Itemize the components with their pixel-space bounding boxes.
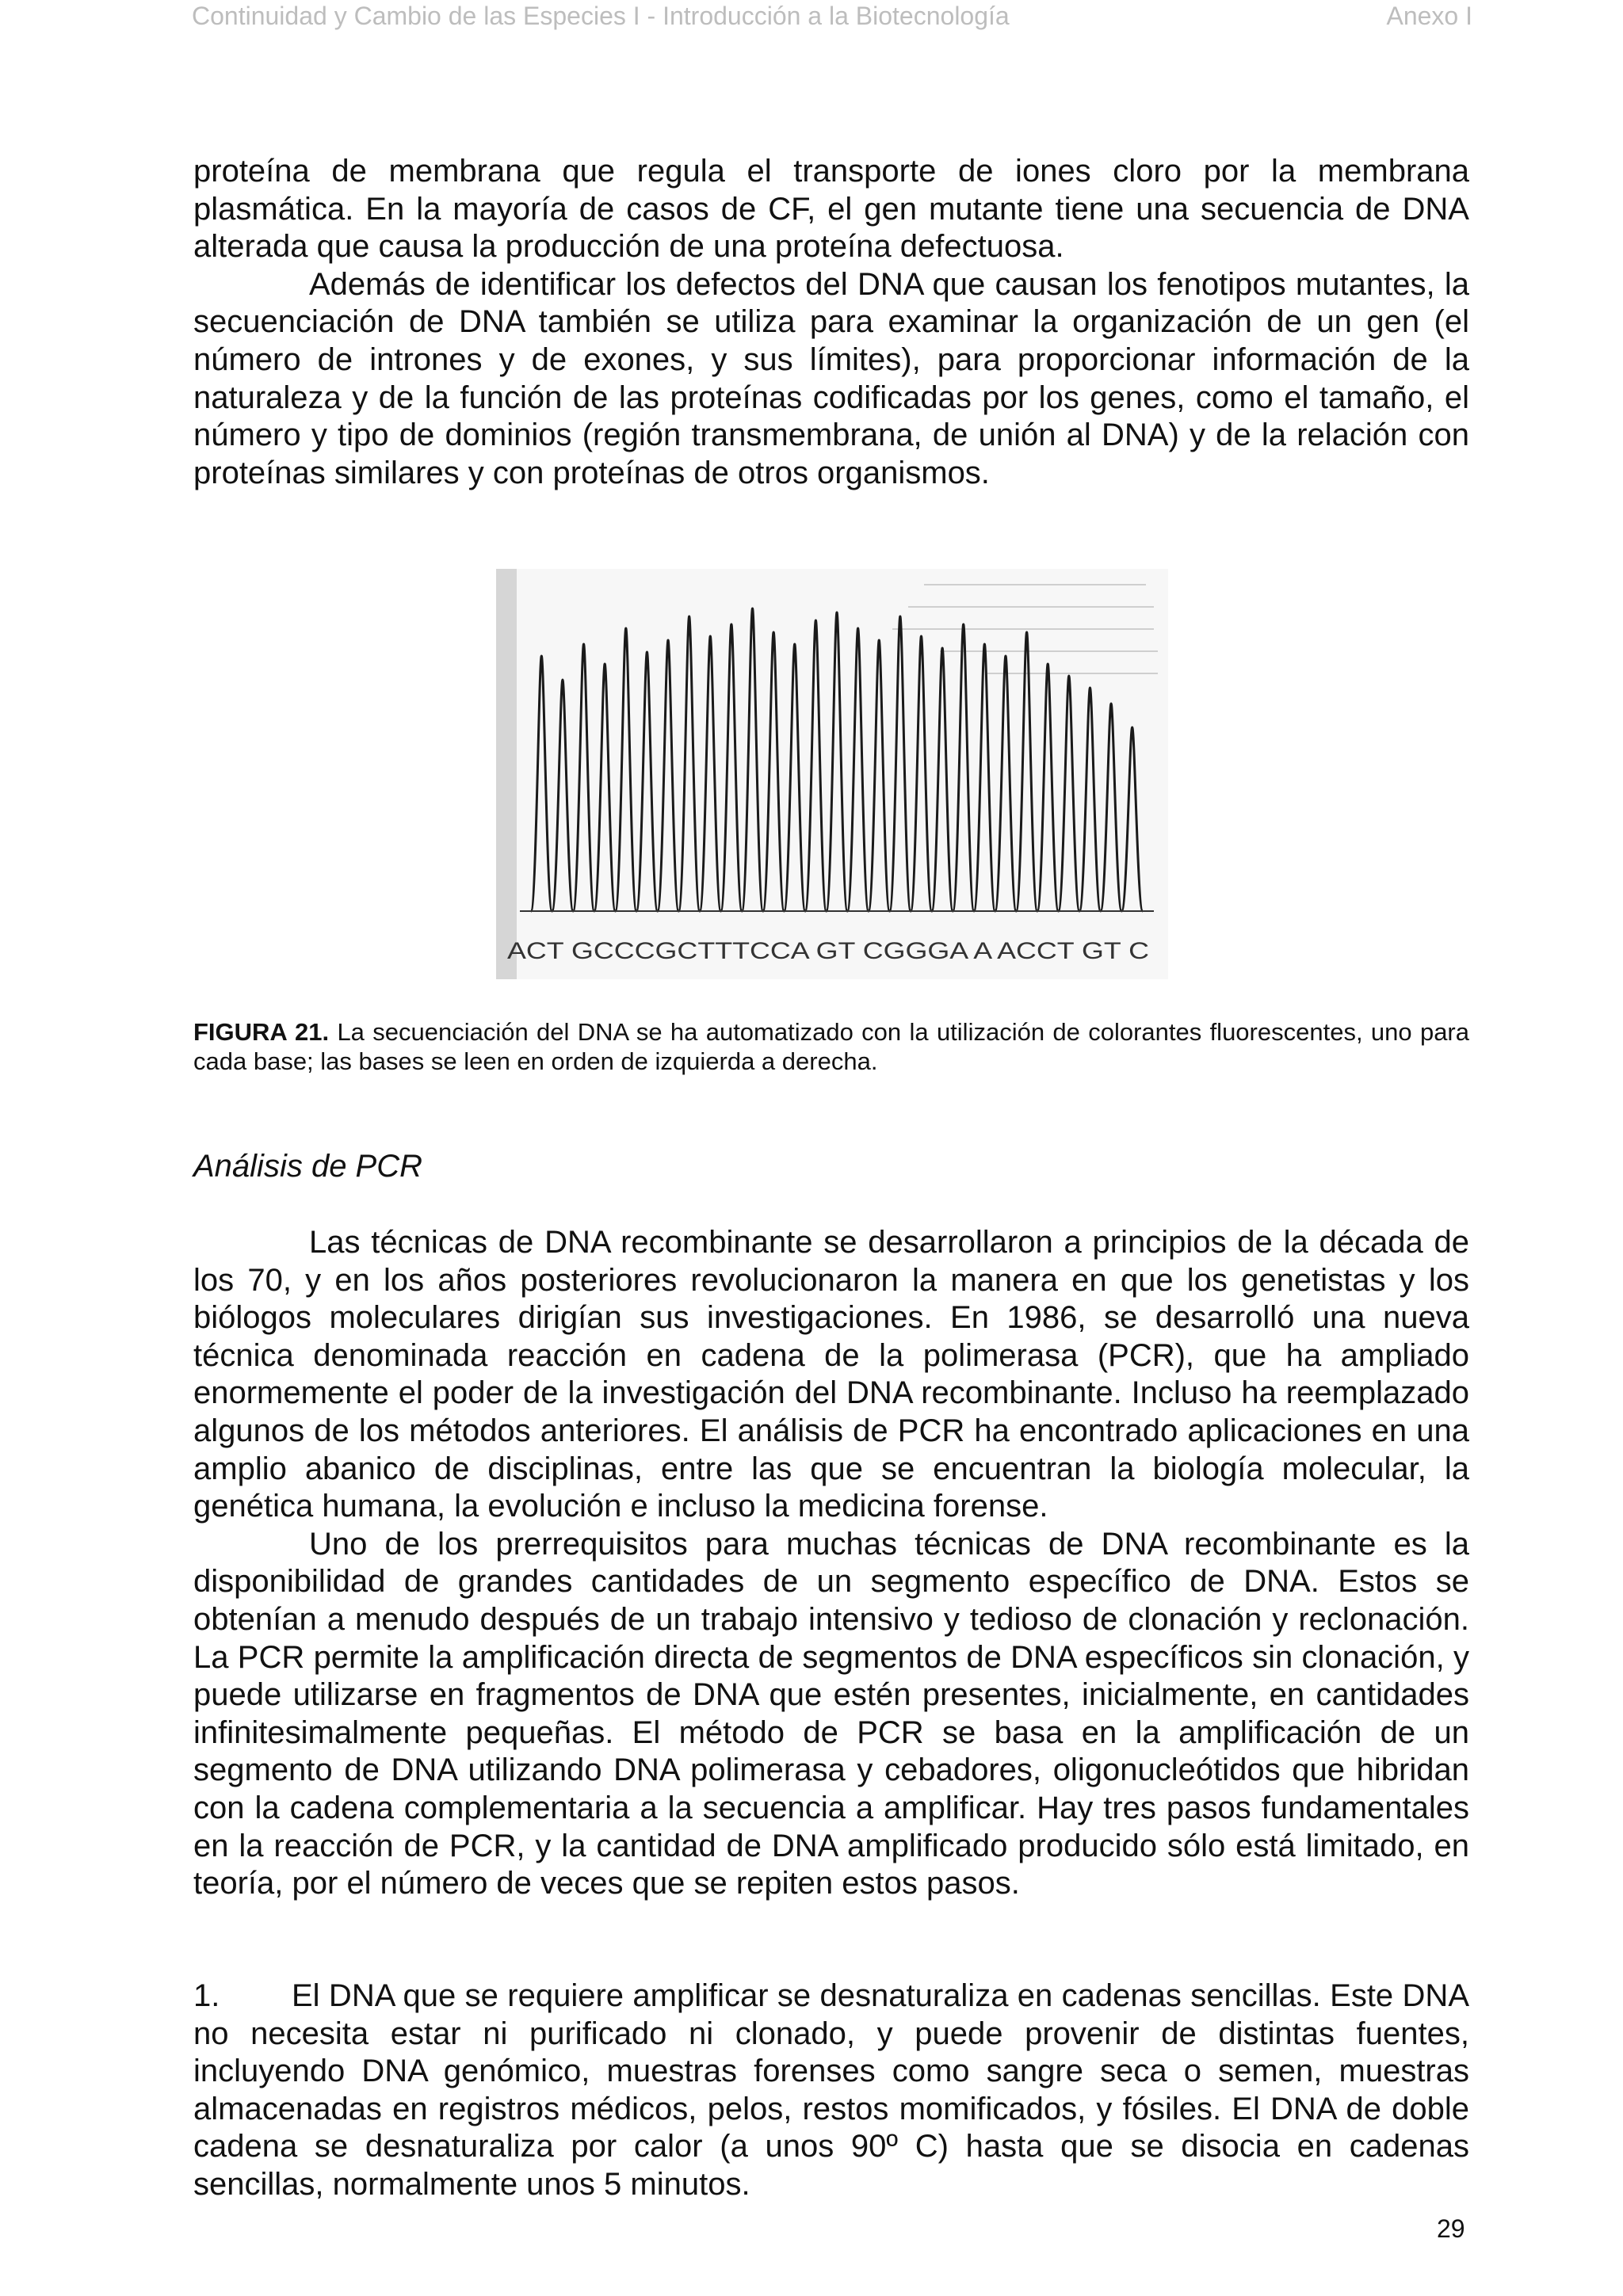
header-annex: Anexo I — [1386, 2, 1472, 30]
step-number: 1. — [193, 1978, 220, 2013]
step-1 — [193, 1978, 1469, 2204]
sequence-label: ACT GCCCGCTTTCCA GT CGGGA A ACCT GT C — [507, 938, 1149, 964]
chromatogram — [496, 569, 1168, 979]
caption-label: FIGURA 21. — [193, 1018, 330, 1046]
pcr-paragraph-2: Uno de los prerrequisitos para muchas técnicas de DNA recombinante es la disponibilidad de grandes cantidades de un segmento específico de DNA. Estos se obtenían a menudo después de un trabajo intensivo y tedioso de clonación y reclonación. La PCR permite la amplificación directa de segmentos de DNA específicos sin clonación, y puede utilizarse en fragmentos de DNA que estén presentes, inicialmente, en cantidades infinitesimalmente pequeñas. El método de PCR se basa en la amplificación de un segmento de DNA utilizando DNA polimerasa y cebadores, oligonucleótidos que hibridan con la cadena complementaria a la secuencia a amplificar. Hay tres pasos fundamentales en la reacción de PCR, y la cantidad de DNA amplificado producido sólo está limitado, en teoría, por el número de veces que se repiten estos pasos. — [193, 1526, 1469, 1901]
intro-section — [193, 153, 1469, 492]
page-number: 29 — [1437, 2214, 1465, 2243]
pcr-section — [193, 1224, 1469, 1903]
intro-paragraph-2: Además de identificar los defectos del DNA que causan los fenotipos mutantes, la secuenciación de DNA también se utiliza para examinar la organización de un gen (el número de intrones y de exones, y sus límites), para proporcionar información de la naturaleza y de la función de las proteínas codificadas por los genes, como el tamaño, el número y tipo de dominios (región transmembrana, de unión al DNA) y de la relación con proteínas similares y con proteínas de otros organismos. — [193, 266, 1469, 490]
page-header — [0, 0, 1623, 35]
figure-caption — [193, 1017, 1469, 1076]
section-heading: Análisis de PCR — [193, 1149, 423, 1184]
pcr-paragraph-1: Las técnicas de DNA recombinante se desarrollaron a principios de la década de los 70, y en los años posteriores revolucionaron la manera en que los genetistas y los biólogos moleculares dirigían sus investigaciones. En 1986, se desarrolló una nueva técnica denominada reacción en cadena de la polimerasa (PCR), que ha ampliado enormemente el poder de la investigación del DNA recombinante. Incluso ha reemplazado algunos de los métodos anteriores. El análisis de PCR ha encontrado aplicaciones en una amplio abanico de disciplinas, entre las que se encuentran la biología molecular, la genética humana, la evolución e incluso la medicina forense. — [193, 1225, 1469, 1524]
intro-paragraph-1: proteína de membrana que regula el transporte de iones cloro por la membrana plasmática. En la mayoría de casos de CF, el gen mutante tiene una secuencia de DNA alterada que causa la producción de una proteína defectuosa. — [193, 154, 1469, 265]
caption-text: La secuenciación del DNA se ha automatizado con la utilización de colorantes fluorescentes, uno para cada base; las bases se leen en orden de izquierda a derecha. — [193, 1018, 1469, 1075]
sequencing-figure — [496, 569, 1168, 979]
figure-edge-shadow — [496, 569, 517, 979]
header-title: Continuidad y Cambio de las Especies I - Introducción a la Biotecnología — [192, 2, 1010, 30]
step-text: El DNA que se requiere amplificar se desnaturaliza en cadenas sencillas. Este DNA no necesita estar ni purificado ni clonado, y puede provenir de distintas fuentes, incluyendo DNA genómico, muestras forenses como sangre seca o semen, muestras almacenadas en registros médicos, pelos, restos momificados, y fósiles. El DNA de doble cadena se desnaturaliza por calor (a unos 90º C) hasta que se disocia en cadenas sencillas, normalmente unos 5 minutos. — [193, 1978, 1469, 2202]
